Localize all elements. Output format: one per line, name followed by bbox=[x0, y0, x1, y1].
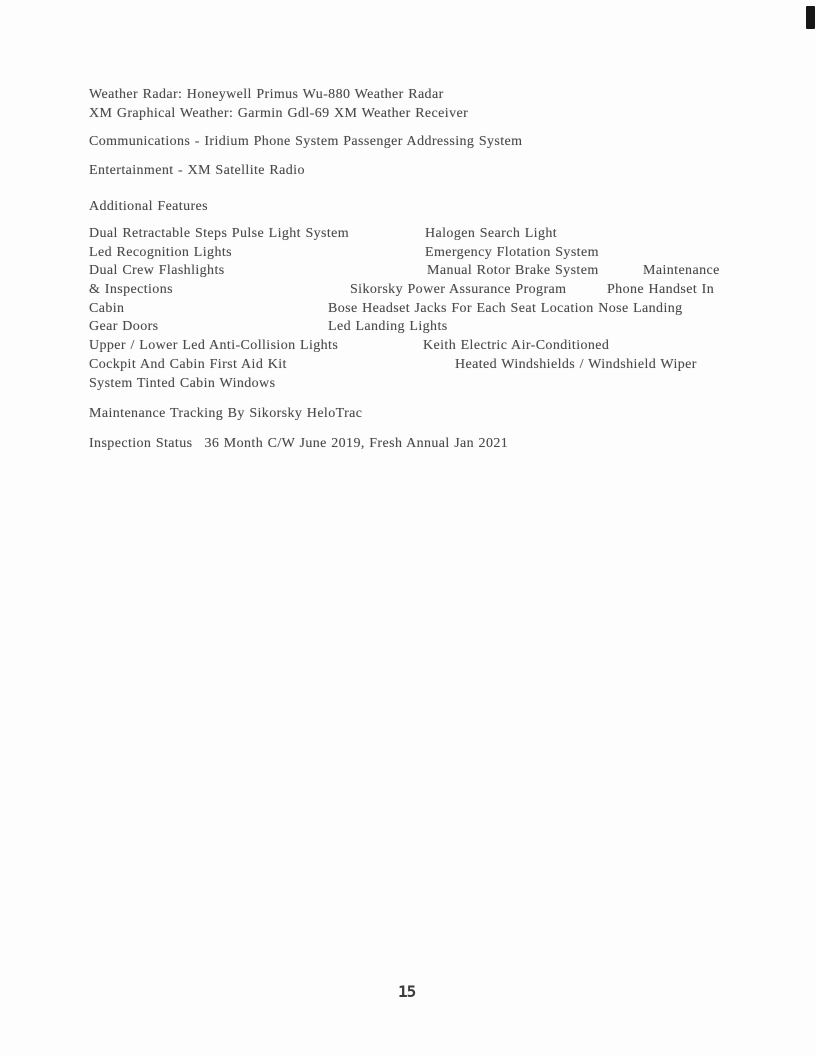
feature-row bbox=[89, 263, 749, 282]
additional-features-list bbox=[89, 226, 749, 394]
feature-text: & Inspections bbox=[89, 282, 173, 298]
feature-text: Phone Handset In bbox=[607, 282, 715, 298]
feature-text: Led Landing Lights bbox=[328, 319, 448, 335]
page-number: 15 bbox=[398, 982, 416, 1001]
feature-text: Dual Retractable Steps Pulse Light System bbox=[89, 226, 350, 241]
feature-text: Heated Windshields / Windshield Wiper bbox=[455, 356, 697, 372]
maintenance-tracking-line: Maintenance Tracking By Sikorsky HeloTrac bbox=[89, 406, 363, 421]
feature-text: Gear Doors bbox=[89, 319, 159, 335]
feature-row bbox=[89, 301, 749, 320]
communications-line: Communications - Iridium Phone System Passenger Addressing System bbox=[89, 134, 523, 149]
weather-radar-line: Weather Radar: Honeywell Primus Wu-880 Weather Radar bbox=[89, 87, 444, 102]
feature-text: Emergency Flotation System bbox=[425, 244, 599, 260]
feature-row bbox=[89, 319, 749, 338]
xm-weather-line: XM Graphical Weather: Garmin Gdl-69 XM Weather Receiver bbox=[89, 105, 469, 121]
feature-row bbox=[89, 226, 749, 245]
additional-features-heading: Additional Features bbox=[89, 199, 209, 214]
entertainment-line: Entertainment - XM Satellite Radio bbox=[89, 163, 305, 178]
feature-row bbox=[89, 338, 749, 357]
feature-row bbox=[89, 357, 749, 376]
feature-row bbox=[89, 245, 749, 264]
inspection-status-label: Inspection Status bbox=[89, 436, 193, 451]
feature-text: Halogen Search Light bbox=[425, 226, 558, 241]
feature-text: Led Recognition Lights bbox=[89, 244, 232, 260]
feature-text: Upper / Lower Led Anti-Collision Lights bbox=[89, 338, 339, 354]
feature-row bbox=[89, 282, 749, 301]
feature-row bbox=[89, 376, 749, 395]
feature-text: Maintenance bbox=[643, 263, 720, 279]
feature-text: Keith Electric Air-Conditioned bbox=[423, 338, 610, 354]
feature-text: Bose Headset Jacks For Each Seat Location Nose Landing bbox=[328, 300, 683, 316]
scan-artifact-mark bbox=[806, 6, 815, 29]
avionics-paragraph bbox=[89, 86, 468, 123]
feature-text: Cabin bbox=[89, 300, 125, 316]
feature-text: Manual Rotor Brake System bbox=[427, 263, 599, 279]
feature-text: Sikorsky Power Assurance Program bbox=[350, 282, 567, 298]
feature-text: System Tinted Cabin Windows bbox=[89, 375, 276, 391]
inspection-status-value: 36 Month C/W June 2019, Fresh Annual Jan 2021 bbox=[204, 436, 509, 451]
feature-text: Dual Crew Flashlights bbox=[89, 263, 225, 279]
inspection-status-line bbox=[89, 436, 508, 452]
feature-text: Cockpit And Cabin First Aid Kit bbox=[89, 356, 287, 372]
